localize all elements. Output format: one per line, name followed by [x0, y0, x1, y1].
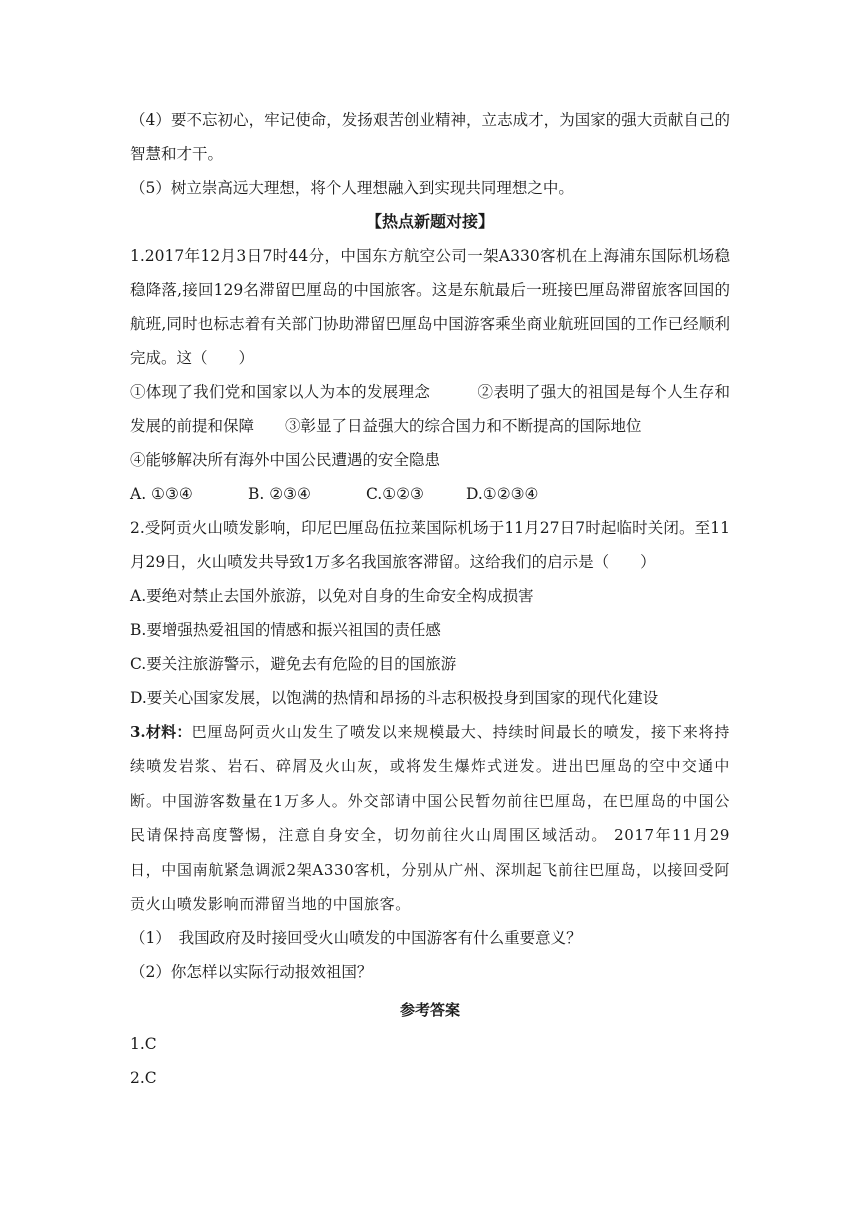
intro-point-5: （5）树立崇高远大理想，将个人理想融入到实现共同理想之中。 — [130, 179, 574, 197]
option-d: D.①②③④ — [466, 485, 539, 503]
document-page — [130, 103, 730, 1095]
option-c: C.①②③ — [366, 485, 424, 503]
question-2-stem: 2.受阿贡火山喷发影响，印尼巴厘岛伍拉莱国际机场于11月27日7时起临时关闭。至11月29日，火山喷发共导致1万多名我国旅客滞留。这给我们的启示是（ ） — [130, 519, 730, 571]
question-3-sub-1: （1） 我国政府及时接回受火山喷发的中国游客有什么重要意义？ — [130, 929, 582, 948]
intro-point-4: （4）要不忘初心，牢记使命，发扬艰苦创业精神，立志成才，为国家的强大贡献自己的智慧和才干。 — [130, 111, 730, 163]
question-3-sub-2: （2）你怎样以实际行动报效祖国？ — [130, 963, 373, 982]
question-3-label: 3.材料： — [130, 723, 192, 741]
question-1-statement-4: ④能够解决所有海外中国公民遭遇的安全隐患 — [130, 451, 441, 469]
question-3-material-text: 巴厘岛阿贡火山发生了喷发以来规模最大、持续时间最长的喷发，接下来将持续喷发岩浆、岩石、碎屑及火山灰，或将发生爆炸式迸发。进出巴厘岛的空中交通中断。中国游客数量在1万多人。外交部请中国公民暂勿前往巴厘岛，在巴厘岛的中国公民请保持高度警惕，注意自身安全，切勿前往火山周围区域活动。 2017年11月29日，中国南航紧急调派2架A330客机，分别从广州、深圳起飞前往巴厘岛，以接回受阿贡火山喷发影响而滞留当地的中国旅客。 — [130, 723, 730, 914]
option-b: B. ②③④ — [248, 485, 311, 503]
question-2-option-b: B.要增强热爱祖国的情感和振兴祖国的责任感 — [130, 621, 441, 639]
question-3-material — [130, 715, 730, 921]
question-2-option-a: A.要绝对禁止去国外旅游，以免对自身的生命安全构成损害 — [130, 587, 534, 605]
question-3 — [130, 715, 730, 989]
answer-1: 1.C — [130, 1035, 157, 1054]
question-2-option-d: D.要关心国家发展，以饱满的热情和昂扬的斗志积极投身到国家的现代化建设 — [130, 689, 659, 707]
question-2-option-c: C.要关注旅游警示，避免去有危险的目的国旅游 — [130, 655, 457, 673]
option-a: A. ①③④ — [130, 485, 193, 503]
question-1-options — [130, 477, 730, 511]
answers-title: 参考答案 — [399, 1001, 460, 1020]
section-title: 【热点新题对接】 — [365, 212, 494, 231]
question-1 — [130, 239, 730, 511]
question-1-stem: 1.2017年12月3日7时44分，中国东方航空公司一架A330客机在上海浦东国际机场稳稳降落,接回129名滞留巴厘岛的中国旅客。这是东航最后一班接巴厘岛滞留旅客回国的航班,同时也标志着有关部门协助滞留巴厘岛中国游客乘坐商业航班回国的工作已经顺利完成。这（ ） — [130, 247, 730, 367]
question-2 — [130, 511, 730, 715]
question-1-statements: ①体现了我们党和国家以人为本的发展理念 ②表明了强大的祖国是每个人生存和发展的前提和保障 ③彰显了日益强大的综合国力和不断提高的国际地位 — [130, 383, 730, 435]
answer-2: 2.C — [130, 1069, 157, 1088]
